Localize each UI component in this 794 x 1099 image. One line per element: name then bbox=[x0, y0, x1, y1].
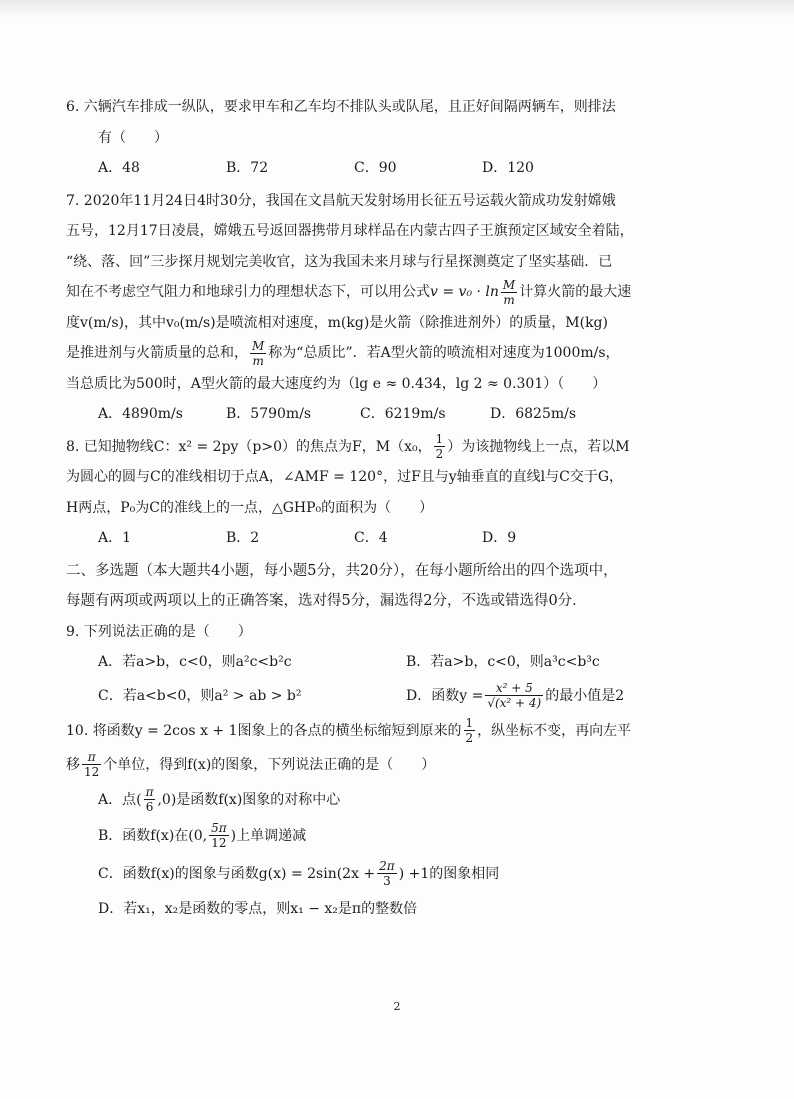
q9-choice-c: C．若a<b<0，则a² > ab > b² bbox=[98, 687, 302, 704]
fraction-denominator: 3 bbox=[383, 874, 391, 888]
q7-choices bbox=[66, 399, 746, 430]
q6-choice-c: C．90 bbox=[354, 160, 397, 176]
q9-choice-a: A．若a>b，c<0，则a²c<b²c bbox=[98, 654, 292, 670]
q7-choice-b: B．5790m/s bbox=[226, 406, 312, 422]
question-10 bbox=[66, 714, 746, 925]
q8-choice-b: B．2 bbox=[226, 530, 260, 546]
q8-stem-line-1 bbox=[66, 432, 746, 463]
fraction-numerator: x² + 5 bbox=[485, 681, 543, 696]
q6-choices bbox=[66, 153, 746, 184]
q10-choice-c bbox=[66, 854, 746, 894]
fraction-denominator: √(x² + 4) bbox=[487, 696, 542, 710]
point-fraction bbox=[144, 785, 156, 814]
fraction-denominator: 12 bbox=[84, 765, 100, 779]
question-6 bbox=[66, 92, 746, 184]
q7-stem-line-7: 当总质比为500时，A型火箭的最大速度约为（lg e ≈ 0.434，lg 2 ≈ 0.301）（ ） bbox=[66, 375, 607, 392]
shift-fraction bbox=[82, 750, 101, 779]
fraction-denominator: 2 bbox=[435, 447, 444, 461]
q9-choice-d bbox=[406, 678, 706, 714]
phase-fraction bbox=[377, 859, 397, 888]
q10-line-2-tail: 个单位，得到f(x)的图象，下列说法正确的是（ ） bbox=[103, 756, 436, 773]
rocket-formula: v = v₀ · ln bbox=[430, 284, 499, 300]
q10-line-1-tail: ，纵坐标不变，再向左平 bbox=[477, 722, 632, 739]
fraction-numerator: 1 bbox=[435, 432, 444, 446]
q8-choice-c: C．4 bbox=[354, 530, 388, 546]
q10-line-2-text: 移 bbox=[66, 756, 80, 773]
q6-stem-line-1: 6. 六辆汽车排成一纵队，要求甲车和乙车均不排队头或队尾，且正好间隔两辆车，则排法 bbox=[66, 99, 616, 115]
q7-line-6-text: 是推进剂与火箭质量的总和， bbox=[66, 345, 248, 361]
question-8 bbox=[66, 432, 746, 554]
fraction-numerator: M bbox=[252, 338, 265, 353]
q9-choices-row-2 bbox=[66, 678, 746, 714]
half-fraction bbox=[464, 716, 476, 745]
mass-ratio-fraction bbox=[250, 339, 266, 368]
fraction-denominator: 2 bbox=[465, 731, 474, 745]
fraction-denominator: 12 bbox=[211, 836, 227, 850]
q8-choice-d: D．9 bbox=[482, 530, 517, 546]
q7-stem-line-4 bbox=[66, 277, 746, 308]
fraction-numerator: 2π bbox=[379, 859, 395, 873]
question-9 bbox=[66, 617, 746, 714]
q7-stem-line-6 bbox=[66, 338, 746, 369]
interval-fraction bbox=[209, 821, 229, 850]
q9-choice-d-tail: 的最小值是2 bbox=[545, 687, 625, 704]
q6-choice-b: B．72 bbox=[226, 160, 269, 176]
q9-choice-d-text: D．函数y = bbox=[406, 687, 484, 704]
q10-choice-b-text: B．函数f(x)在(0, bbox=[98, 827, 208, 844]
question-7 bbox=[66, 186, 746, 430]
section-2-instructions: 每题有两项或两项以上的正确答案，选对得5分，漏选得2分，不选或错选得0分． bbox=[66, 593, 587, 609]
section-2-heading: 二、多选题（本大题共4小题，每小题5分，共20分），在每小题所给出的四个选项中， bbox=[66, 562, 618, 579]
fraction-denominator: m bbox=[252, 353, 264, 368]
q7-stem-line-2: 五号，12月17日凌晨，嫦娥五号返回器携带月球样品在内蒙古四子王旗预定区域安全着陆， bbox=[66, 223, 634, 239]
fraction-denominator: 6 bbox=[145, 800, 154, 814]
mass-ratio-fraction bbox=[501, 278, 517, 307]
q7-stem-line-5: 度v(m/s)，其中v₀(m/s)是喷流相对速度，m(kg)是火箭（除推进剂外）的质量，M(kg) bbox=[66, 314, 608, 331]
q8-choice-a: A．1 bbox=[98, 530, 132, 546]
q6-stem-line-2: 有（ ） bbox=[98, 129, 168, 146]
q7-choice-c: C．6219m/s bbox=[360, 406, 446, 422]
fraction-numerator: π bbox=[82, 750, 101, 765]
q10-choice-a-tail: ,0)是函数f(x)图象的对称中心 bbox=[157, 791, 341, 808]
q10-choice-a bbox=[66, 782, 746, 818]
q7-choice-d: D．6825m/s bbox=[490, 406, 577, 422]
scan-edge-shadow bbox=[0, 0, 794, 18]
q10-choice-d: D．若x₁，x₂是函数的零点，则x₁ − x₂是π的整数倍 bbox=[98, 900, 418, 917]
half-fraction bbox=[434, 432, 446, 461]
q9-choice-b: B．若a>b，c<0，则a³c<b³c bbox=[406, 654, 600, 670]
q9-stem: 9. 下列说法正确的是（ ） bbox=[66, 623, 252, 640]
exam-content bbox=[66, 92, 746, 924]
q7-stem-line-1: 7. 2020年11月24日4时30分，我国在文昌航天发射场用长征五号运载火箭成功发射嫦娥 bbox=[66, 192, 616, 209]
fraction-numerator: 5π bbox=[211, 821, 227, 835]
function-fraction bbox=[485, 681, 543, 710]
q7-choice-a: A．4890m/s bbox=[98, 406, 183, 422]
section-multiple-choice bbox=[66, 556, 746, 617]
q9-choices-row-1 bbox=[66, 647, 746, 678]
q6-choice-d: D．120 bbox=[482, 160, 534, 176]
fraction-numerator: π bbox=[145, 785, 154, 799]
q7-line-6-tail: 称为“总质比”．若A型火箭的喷流相对速度为1000m/s， bbox=[268, 345, 620, 361]
q6-choice-a: A．48 bbox=[98, 160, 140, 176]
fraction-numerator: M bbox=[502, 277, 516, 292]
q7-line-4-tail: 计算火箭的最大速 bbox=[519, 284, 632, 300]
q10-choice-a-text: A．点( bbox=[98, 791, 142, 808]
q10-choice-c-tail: ) +1的图象相同 bbox=[398, 865, 500, 882]
q10-stem-line-2 bbox=[66, 748, 746, 782]
page-number: 2 bbox=[393, 1000, 401, 1013]
q7-stem-line-3: “绕、落、回”三步探月规划完美收官，这为我国未来月球与行星探测奠定了坚实基础．已 bbox=[66, 253, 613, 270]
q10-choice-b bbox=[66, 818, 746, 854]
q8-stem-line-3: H两点，P₀为C的准线上的一点，△GHP₀的面积为（ ） bbox=[66, 499, 434, 516]
q10-line-1-text: 10. 将函数y = 2cos x + 1图象上的各点的横坐标缩短到原来的 bbox=[66, 722, 462, 739]
q10-choice-c-text: C．函数f(x)的图象与函数g(x) = 2sin(2x + bbox=[98, 865, 376, 882]
q8-stem-line-2: 为圆心的圆与C的准线相切于点A，∠AMF = 120°，过F且与y轴垂直的直线l与C交于G， bbox=[66, 469, 624, 485]
q8-choices bbox=[66, 523, 746, 554]
fraction-numerator: 1 bbox=[465, 716, 474, 730]
q10-stem-line-1 bbox=[66, 714, 746, 748]
q8-line-1-tail: ）为该抛物线上一点，若以M bbox=[447, 438, 630, 455]
fraction-denominator: m bbox=[503, 292, 515, 307]
q8-line-1-text: 8. 已知抛物线C：x² = 2py（p>0）的焦点为F，M（x₀， bbox=[66, 438, 432, 455]
q10-choice-b-tail: )上单调递减 bbox=[230, 827, 307, 844]
q7-line-4-text: 知在不考虑空气阻力和地球引力的理想状态下，可以用公式 bbox=[66, 284, 430, 300]
